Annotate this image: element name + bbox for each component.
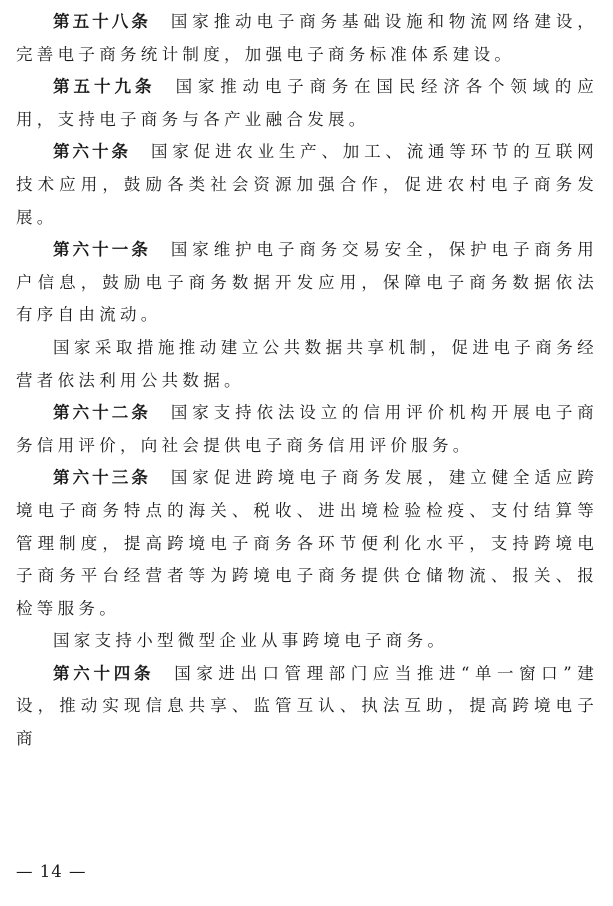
article-number: 第六十一条 <box>53 240 151 260</box>
article-text: 国家促进跨境电子商务发展，建立健全适应跨境电子商务特点的海关、税收、进出境检验检疫、支付结算等管理制度，提高跨境电子商务各环节便利化水平，支持跨境电子商务平台经营者等为跨境电子商务提供仓储物流、报关、报检等服务。 <box>16 468 599 618</box>
article-text: 国家支持依法设立的信用评价机构开展电子商务信用评价，向社会提供电子商务信用评价服务。 <box>16 403 599 455</box>
article-text: 国家推动电子商务在国民经济各个领域的应用，支持电子商务与各产业融合发展。 <box>16 77 599 129</box>
article-number: 第六十四条 <box>53 663 155 683</box>
paragraph-article-63-cont <box>16 625 598 658</box>
paragraph-article-64 <box>16 658 598 756</box>
paragraph-article-62 <box>16 397 598 462</box>
article-text: 国家维护电子商务交易安全，保护电子商务用户信息，鼓励电子商务数据开发应用，保障电子商务数据依法有序自由流动。 <box>16 240 599 325</box>
article-number: 第六十条 <box>53 142 132 162</box>
article-number: 第六十二条 <box>53 403 151 423</box>
document-body <box>16 6 598 756</box>
paragraph-article-59 <box>16 71 598 136</box>
article-text: 国家支持小型微型企业从事跨境电子商务。 <box>53 631 449 651</box>
article-number: 第五十九条 <box>53 77 156 97</box>
paragraph-article-60 <box>16 136 598 234</box>
article-number: 第五十八条 <box>53 12 151 31</box>
article-text: 国家进出口管理部门应当推进“单一窗口”建设，推动实现信息共享、监管互认、执法互助，提高跨境电子商 <box>16 663 599 749</box>
article-text: 国家采取措施推动建立公共数据共享机制，促进电子商务经营者依法利用公共数据。 <box>16 337 598 390</box>
paragraph-article-61 <box>16 234 598 332</box>
article-number: 第六十三条 <box>53 468 151 488</box>
paragraph-article-58 <box>16 6 598 71</box>
paragraph-article-61-cont <box>16 332 598 397</box>
article-text: 国家促进农业生产、加工、流通等环节的互联网技术应用，鼓励各类社会资源加强合作，促进农村电子商务发展。 <box>16 142 598 227</box>
paragraph-article-63 <box>16 462 598 625</box>
page-number: — 14 — <box>16 862 87 881</box>
article-text: 国家推动电子商务基础设施和物流网络建设，完善电子商务统计制度，加强电子商务标准体系建设。 <box>16 12 599 64</box>
